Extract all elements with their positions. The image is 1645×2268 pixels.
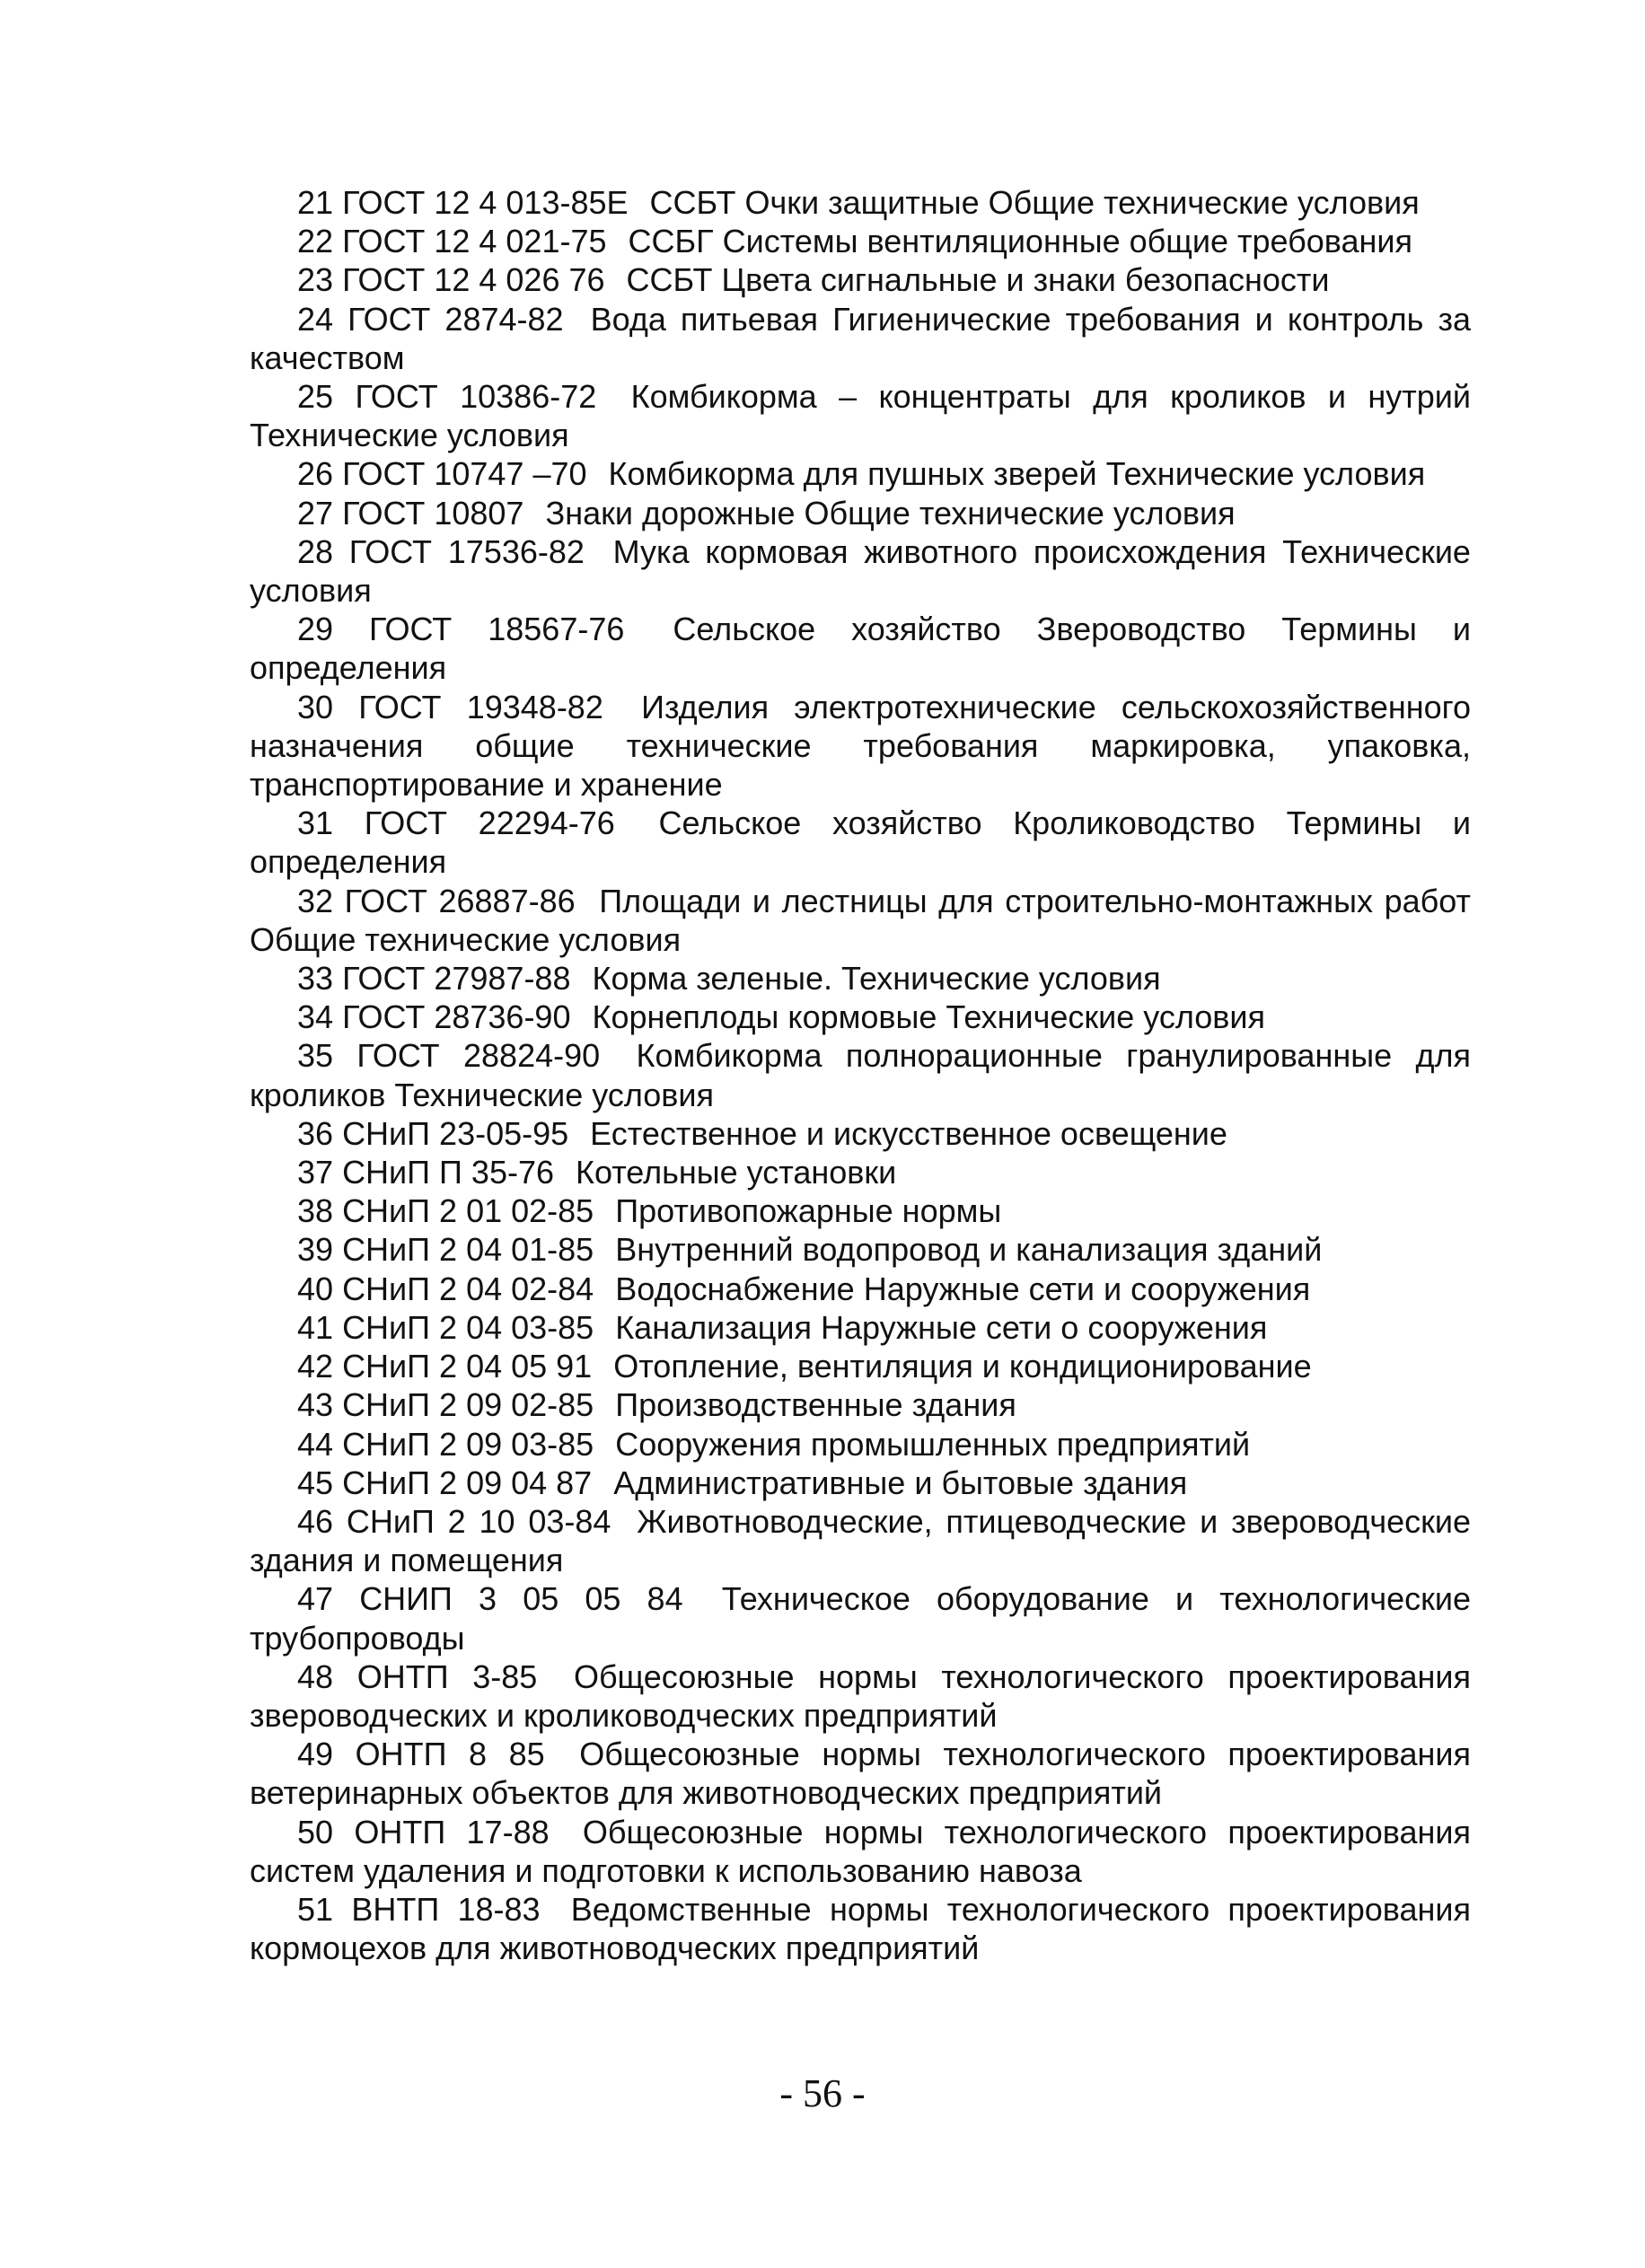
reference-code: ГОСТ 12 4 013-85Е [342, 184, 629, 221]
reference-title: Знаки дорожные Общие технические условия [545, 494, 1236, 532]
reference-item [250, 1813, 1471, 1890]
reference-code: СНиП П 35-76 [342, 1154, 554, 1191]
reference-code: ГОСТ 22294-76 [364, 804, 615, 842]
reference-title: Общесоюзные нормы технологического проектирования ветеринарных объектов для животноводческих предприятий [250, 1736, 1471, 1812]
reference-code: СНиП 2 04 03-85 [342, 1308, 594, 1346]
reference-number: 41 [297, 1308, 334, 1346]
reference-code: ГОСТ 19348-82 [358, 688, 603, 725]
reference-code: ОНТП 3-85 [356, 1657, 538, 1695]
reference-title: ССБТ Цвета сигнальные и знаки безопасности [626, 261, 1330, 299]
reference-number: 42 [297, 1348, 334, 1385]
reference-item [250, 260, 1471, 299]
reference-code: ГОСТ 27987-88 [342, 960, 571, 998]
reference-code: ГОСТ 10386-72 [355, 378, 597, 416]
reference-title: Отопление, вентиляция и кондиционирование [613, 1348, 1312, 1385]
reference-code: СНиП 2 10 03-84 [346, 1502, 611, 1540]
reference-title: ССБГ Системы вентиляционные общие требования [628, 223, 1412, 260]
reference-code: ГОСТ 12 4 021-75 [342, 223, 607, 260]
reference-item [250, 1230, 1471, 1269]
reference-number: 36 [297, 1114, 334, 1152]
reference-number: 50 [297, 1813, 334, 1850]
reference-code: СНиП 23-05-95 [342, 1114, 569, 1152]
reference-number: 44 [297, 1425, 334, 1463]
reference-item [250, 1890, 1471, 1967]
reference-title: Корнеплоды кормовые Технические условия [592, 998, 1266, 1036]
reference-number: 33 [297, 960, 334, 998]
reference-title: Корма зеленые. Технические условия [592, 960, 1161, 998]
reference-number: 43 [297, 1386, 334, 1424]
reference-item [250, 300, 1471, 377]
reference-item [250, 1657, 1471, 1735]
reference-item [250, 1502, 1471, 1579]
reference-title: Сооружения промышленных предприятий [615, 1425, 1251, 1463]
reference-item [250, 1270, 1471, 1308]
reference-title: Мука кормовая животного происхождения Технические условия [250, 532, 1471, 610]
reference-item [250, 1464, 1471, 1502]
reference-item [250, 882, 1471, 959]
reference-number: 28 [297, 532, 334, 570]
reference-title: Животноводческие, птицеводческие и звероводческие здания и помещения [250, 1502, 1471, 1579]
reference-item [250, 1153, 1471, 1191]
reference-title: ССБТ Очки защитные Общие технические условия [649, 184, 1420, 221]
reference-item [250, 1114, 1471, 1153]
reference-number: 32 [297, 882, 334, 919]
reference-title: Изделия электротехнические сельскохозяйственного назначения общие технические требования маркировка, упаковка, транспортирование и хранение [250, 688, 1471, 804]
reference-item [250, 454, 1471, 493]
reference-item [250, 532, 1471, 610]
reference-item [250, 222, 1471, 260]
reference-code: ГОСТ 12 4 026 76 [342, 261, 605, 299]
reference-number: 40 [297, 1270, 334, 1307]
reference-title: Котельные установки [576, 1154, 897, 1191]
reference-code: ГОСТ 28736-90 [342, 998, 571, 1036]
reference-item [250, 1036, 1471, 1113]
reference-number: 30 [297, 688, 334, 725]
reference-title: Водоснабжение Наружные сети и сооружения [615, 1270, 1311, 1307]
reference-item [250, 1425, 1471, 1464]
reference-number: 35 [297, 1037, 334, 1075]
reference-code: ОНТП 17-88 [354, 1813, 550, 1850]
reference-title: Площади и лестницы для строительно-монтажных работ Общие технические условия [250, 882, 1471, 958]
reference-code: СНиП 2 04 02-84 [342, 1270, 594, 1307]
reference-title: Комбикорма полнорационные гранулированные для кроликов Технические условия [250, 1037, 1471, 1113]
reference-number: 22 [297, 223, 334, 260]
reference-number: 39 [297, 1231, 334, 1269]
reference-item [250, 1191, 1471, 1230]
reference-number: 45 [297, 1464, 334, 1501]
reference-number: 37 [297, 1154, 334, 1191]
reference-code: СНиП 2 01 02-85 [342, 1192, 594, 1230]
reference-item [250, 1735, 1471, 1812]
reference-item [250, 688, 1471, 804]
reference-code: ГОСТ 10747 –70 [342, 455, 587, 493]
reference-number: 46 [297, 1502, 334, 1540]
reference-code: ГОСТ 26887-86 [344, 882, 576, 919]
reference-code: СНиП 2 09 04 87 [342, 1464, 593, 1501]
reference-title: Комбикорма для пушных зверей Технические условия [608, 455, 1426, 493]
reference-title: Вода питьевая Гигиенические требования и контроль за качеством [250, 300, 1471, 376]
page-number: - 56 - [779, 2071, 866, 2115]
reference-code: ВНТП 18-83 [351, 1890, 541, 1928]
reference-number: 27 [297, 494, 334, 532]
reference-title: Противопожарные нормы [615, 1192, 1002, 1230]
reference-number: 48 [297, 1657, 334, 1695]
reference-code: СНиП 2 09 03-85 [342, 1425, 594, 1463]
reference-item [250, 804, 1471, 881]
reference-item [250, 183, 1471, 222]
reference-title: Техническое оборудование и технологические трубопроводы [250, 1580, 1472, 1657]
reference-code: СНиП 2 09 02-85 [342, 1386, 594, 1424]
reference-code: СНиП 2 04 05 91 [342, 1348, 593, 1385]
reference-title: Сельское хозяйство Кролиководство Термины и определения [250, 804, 1471, 881]
reference-list [250, 183, 1471, 1967]
reference-number: 25 [297, 378, 334, 416]
reference-number: 38 [297, 1192, 334, 1230]
reference-title: Административные и бытовые здания [613, 1464, 1188, 1501]
reference-title: Общесоюзные нормы технологического проектирования систем удаления и подготовки к использованию навоза [250, 1813, 1471, 1889]
reference-number: 31 [297, 804, 334, 842]
reference-code: ГОСТ 10807 [342, 494, 524, 532]
reference-item [250, 998, 1471, 1036]
reference-title: Сельское хозяйство Звероводство Термины и определения [250, 611, 1471, 687]
reference-item [250, 1579, 1471, 1657]
reference-code: СНиП 2 04 01-85 [342, 1231, 594, 1269]
reference-item [250, 494, 1471, 532]
reference-code: ГОСТ 17536-82 [348, 532, 585, 570]
reference-item [250, 377, 1471, 454]
reference-item [250, 959, 1471, 998]
reference-code: ОНТП 8 85 [355, 1736, 545, 1773]
reference-code: ГОСТ 18567-76 [369, 611, 625, 648]
reference-item [250, 1347, 1471, 1385]
reference-number: 47 [297, 1580, 334, 1618]
reference-code: СНИП 3 05 05 84 [359, 1580, 683, 1618]
reference-number: 26 [297, 455, 334, 493]
reference-number: 29 [297, 611, 334, 648]
reference-title: Ведомственные нормы технологического проектирования кормоцехов для животноводческих предприятий [250, 1890, 1471, 1967]
reference-title: Канализация Наружные сети о сооружения [615, 1308, 1268, 1346]
reference-title: Внутренний водопровод и канализация зданий [615, 1231, 1323, 1269]
reference-title: Естественное и искусственное освещение [590, 1114, 1227, 1152]
reference-title: Комбикорма – концентраты для кроликов и нутрий Технические условия [250, 378, 1471, 454]
reference-title: Производственные здания [615, 1386, 1016, 1424]
reference-item [250, 1308, 1471, 1347]
reference-number: 51 [297, 1890, 334, 1928]
reference-code: ГОСТ 28824-90 [356, 1037, 601, 1075]
reference-number: 34 [297, 998, 334, 1036]
reference-number: 23 [297, 261, 334, 299]
reference-item [250, 1385, 1471, 1424]
reference-code: ГОСТ 2874-82 [347, 300, 564, 338]
reference-title: Общесоюзные нормы технологического проектирования звероводческих и кролиководческих предприятий [250, 1657, 1471, 1734]
reference-number: 24 [297, 300, 334, 338]
reference-number: 49 [297, 1736, 334, 1773]
reference-number: 21 [297, 184, 334, 221]
reference-item [250, 610, 1471, 687]
